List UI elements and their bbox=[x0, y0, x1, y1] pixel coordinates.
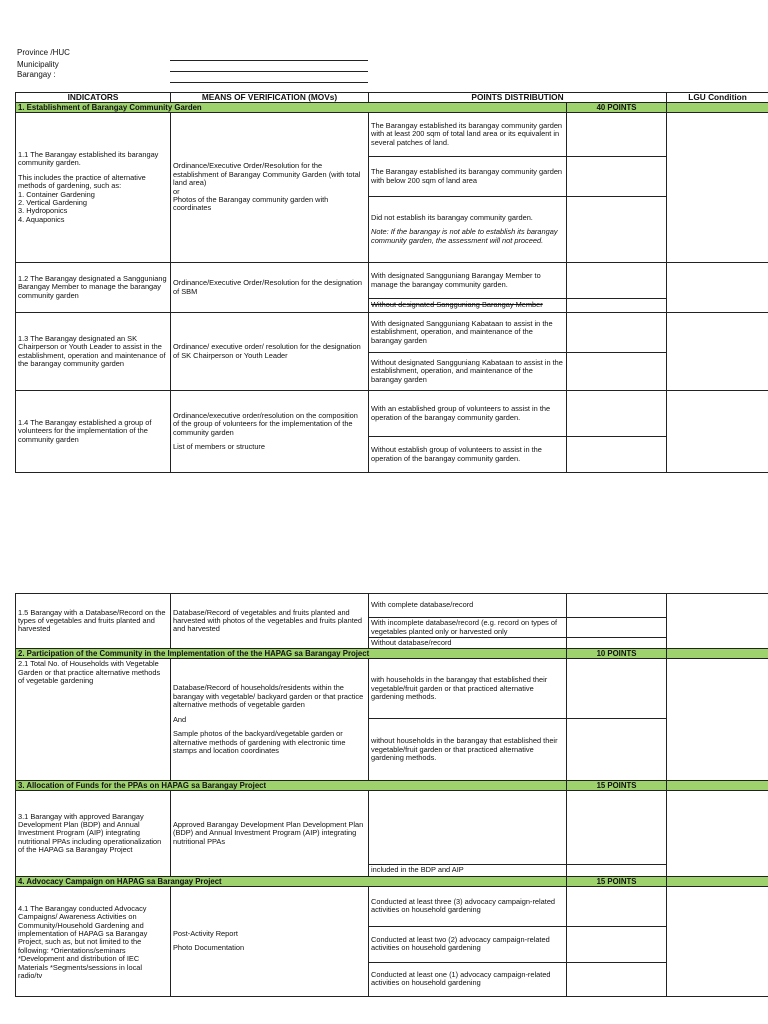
points-value[interactable] bbox=[567, 962, 667, 996]
mov-1-2: Ordinance/Executive Order/Resolution for the designation of SBM bbox=[171, 263, 369, 313]
col-indicators: INDICATORS bbox=[16, 93, 171, 103]
section-title: 3. Allocation of Funds for the PPAs on HAPAG sa Barangay Project bbox=[16, 781, 567, 791]
points-value[interactable] bbox=[567, 263, 667, 299]
points-value[interactable] bbox=[567, 865, 667, 876]
points-value[interactable] bbox=[567, 313, 667, 353]
points-value[interactable] bbox=[567, 157, 667, 197]
points-value[interactable] bbox=[567, 299, 667, 313]
points-option: Without database/record bbox=[369, 638, 567, 649]
points-value[interactable] bbox=[567, 437, 667, 473]
province-label: Province /HUC bbox=[17, 48, 70, 57]
mov-1-3: Ordinance/ executive order/ resolution for the designation of SK Chairperson or Youth Leader bbox=[171, 313, 369, 391]
indicator-1-5: 1.5 Barangay with a Database/Record on the types of vegetables and fruits planted and harvested bbox=[16, 594, 171, 649]
points-value[interactable] bbox=[567, 391, 667, 437]
section-3-row bbox=[16, 781, 768, 791]
indicator-3-1: 3.1 Barangay with approved Barangay Development Plan (BDP) and Annual Investment Program (AIP) integrating nutritional PPAs including operationalization of the HAPAG sa Barangay Project bbox=[16, 791, 171, 876]
lgu-condition-cell[interactable] bbox=[667, 886, 768, 996]
section-1-row bbox=[16, 103, 768, 113]
section-points: 15 POINTS bbox=[567, 876, 667, 886]
points-text: Did not establish its barangay community garden. bbox=[371, 212, 533, 222]
points-option: With designated Sangguniang Kabataan to assist in the establishment, operation, and maintenance of the barangay garden bbox=[369, 313, 567, 353]
points-option: Without designated Sangguniang Barangay Member bbox=[369, 299, 567, 313]
points-option: With an established group of volunteers to assist in the operation of the barangay community garden. bbox=[369, 391, 567, 437]
indicator-4-1: 4.1 The Barangay conducted Advocacy Campaigns/ Awareness Activities on Community/Household Gardening and implementation of HAPAG sa Barangay Project, such as, but not limited to the following: *Orientations/seminars *Development and distribution of IEC Materials *Segments/sessions in local radio/tv bbox=[16, 886, 171, 996]
points-value[interactable] bbox=[567, 197, 667, 263]
row-2-1-a bbox=[16, 659, 768, 719]
points-option: With complete database/record bbox=[369, 594, 567, 618]
points-value[interactable] bbox=[567, 618, 667, 638]
indicator-1-1 bbox=[16, 113, 171, 263]
mov-text: Photos of the Barangay community garden with coordinates bbox=[173, 194, 329, 213]
lgu-condition-cell[interactable] bbox=[667, 594, 768, 649]
indicator-1-4: 1.4 The Barangay established a group of volunteers for the implementation of the community garden bbox=[16, 391, 171, 473]
mov-text: And bbox=[173, 714, 187, 724]
points-option: With incomplete database/record (e.g. record on types of vegetables planted only or harvested only bbox=[369, 618, 567, 638]
section-2-row bbox=[16, 649, 768, 659]
points-value[interactable] bbox=[567, 926, 667, 962]
points-option: without households in the barangay that established their vegetable/fruit garden or that practiced alternative gardening methods. bbox=[369, 719, 567, 781]
section-lgu bbox=[667, 876, 768, 886]
points-option: Conducted at least one (1) advocacy campaign-related activities on household gardening bbox=[369, 962, 567, 996]
points-value[interactable] bbox=[567, 659, 667, 719]
points-value[interactable] bbox=[567, 719, 667, 781]
points-option: Without designated Sangguniang Kabataan to assist in the establishment, operation, and maintenance of the barangay garden bbox=[369, 353, 567, 391]
lgu-condition-cell[interactable] bbox=[667, 263, 768, 313]
points-option: The Barangay established its barangay community garden with at least 200 sqm of total land area or its equivalent in several patches of land. bbox=[369, 113, 567, 157]
col-movs: MEANS OF VERIFICATION (MOVs) bbox=[171, 93, 369, 103]
points-value[interactable] bbox=[567, 638, 667, 649]
row-1-1-a bbox=[16, 113, 768, 157]
section-points: 15 POINTS bbox=[567, 781, 667, 791]
indicator-text: This includes the practice of alternative methods of gardening, such as: bbox=[18, 172, 146, 191]
row-1-5-a bbox=[16, 594, 768, 618]
column-header-row bbox=[16, 93, 768, 103]
indicator-text: 1.1 The Barangay established its barangay community garden. bbox=[18, 149, 159, 168]
points-option bbox=[369, 197, 567, 263]
mov-text: Photo Documentation bbox=[173, 943, 245, 953]
section-title: 4. Advocacy Campaign on HAPAG sa Barangay Project bbox=[16, 876, 567, 886]
indicator-text: 4. Aquaponics bbox=[18, 214, 65, 224]
points-option bbox=[369, 791, 567, 865]
indicator-text: 2. Vertical Gardening bbox=[18, 197, 88, 207]
mov-3-1: Approved Barangay Development Plan Development Plan (BDP) and Annual Investment Program (AIP) integrating nutritional PPAs bbox=[171, 791, 369, 876]
row-4-1-a bbox=[16, 886, 768, 926]
points-value[interactable] bbox=[567, 886, 667, 926]
mov-text: Database/Record of households/residents within the barangay with vegetable/ backyard garden or that practice alternative methods of vegetable garden bbox=[173, 683, 364, 710]
points-option: included in the BDP and AIP bbox=[369, 865, 567, 876]
indicator-text: 3. Hydroponics bbox=[18, 206, 68, 216]
row-3-1-a bbox=[16, 791, 768, 865]
row-1-2-a bbox=[16, 263, 768, 299]
points-note: Note: If the barangay is not able to establish its barangay community garden, the assessment will not proceed. bbox=[371, 227, 558, 245]
section-title: 2. Participation of the Community in the Implementation of the the HAPAG sa Barangay Project bbox=[16, 649, 567, 659]
points-value[interactable] bbox=[567, 113, 667, 157]
points-option: Conducted at least three (3) advocacy campaign-related activities on household gardening bbox=[369, 886, 567, 926]
assessment-table-part-2 bbox=[15, 593, 768, 997]
barangay-line[interactable] bbox=[170, 82, 368, 83]
section-lgu bbox=[667, 781, 768, 791]
section-title: 1. Establishment of Barangay Community Garden bbox=[16, 103, 567, 113]
section-points: 40 POINTS bbox=[567, 103, 667, 113]
municipality-label: Municipality bbox=[17, 60, 59, 69]
barangay-label: Barangay : bbox=[17, 70, 56, 79]
indicator-2-1: 2.1 Total No. of Households with Vegetable Garden or that practice alternative methods of vegetable gardening bbox=[16, 659, 171, 781]
col-points: POINTS DISTRIBUTION bbox=[369, 93, 667, 103]
lgu-condition-cell[interactable] bbox=[667, 659, 768, 781]
mov-1-1 bbox=[171, 113, 369, 263]
lgu-condition-cell[interactable] bbox=[667, 791, 768, 876]
points-option: Conducted at least two (2) advocacy campaign-related activities on household gardening bbox=[369, 926, 567, 962]
points-value[interactable] bbox=[567, 791, 667, 865]
mov-text: Ordinance/executive order/resolution on the composition of the group of volunteers for the implementation of the community garden bbox=[173, 410, 358, 437]
section-4-row bbox=[16, 876, 768, 886]
section-points: 10 POINTS bbox=[567, 649, 667, 659]
mov-text: or bbox=[173, 186, 180, 196]
col-lgu-condition: LGU Condition bbox=[667, 93, 768, 103]
row-1-3-a bbox=[16, 313, 768, 353]
municipality-line[interactable] bbox=[170, 71, 368, 72]
section-lgu bbox=[667, 103, 768, 113]
mov-text: List of members or structure bbox=[173, 441, 266, 451]
points-option: The Barangay established its barangay community garden with below 200 sqm of land area bbox=[369, 157, 567, 197]
points-option: Without establish group of volunteers to assist in the operation of the barangay community garden. bbox=[369, 437, 567, 473]
indicator-text: 1. Container Gardening bbox=[18, 189, 95, 199]
mov-1-5: Database/Record of vegetables and fruits planted and harvested with photos of the vegetables and fruits planted and harvested bbox=[171, 594, 369, 649]
indicator-1-2: 1.2 The Barangay designated a Sangguniang Barangay Member to manage the barangay community garden bbox=[16, 263, 171, 313]
mov-2-1 bbox=[171, 659, 369, 781]
points-option: with households in the barangay that established their vegetable/fruit garden or that practiced alternative gardening methods. bbox=[369, 659, 567, 719]
row-1-4-a bbox=[16, 391, 768, 437]
points-value[interactable] bbox=[567, 353, 667, 391]
lgu-condition-cell[interactable] bbox=[667, 313, 768, 391]
province-line[interactable] bbox=[170, 60, 368, 61]
mov-1-4 bbox=[171, 391, 369, 473]
mov-4-1 bbox=[171, 886, 369, 996]
assessment-table-part-1 bbox=[15, 92, 768, 473]
points-option: With designated Sangguniang Barangay Member to manage the barangay community garden. bbox=[369, 263, 567, 299]
indicator-1-3: 1.3 The Barangay designated an SK Chairperson or Youth Leader to assist in the establishment, operation and maintenance of the barangay community garden bbox=[16, 313, 171, 391]
mov-text: Ordinance/Executive Order/Resolution for the establishment of Barangay Community Garden (with total land area) bbox=[173, 161, 361, 188]
lgu-condition-cell[interactable] bbox=[667, 113, 768, 263]
mov-text: Post-Activity Report bbox=[173, 928, 238, 938]
points-value[interactable] bbox=[567, 594, 667, 618]
section-lgu bbox=[667, 649, 768, 659]
lgu-condition-cell[interactable] bbox=[667, 391, 768, 473]
mov-text: Sample photos of the backyard/vegetable garden or alternative methods of gardening with electronic time stamps and location coordinates bbox=[173, 729, 346, 755]
